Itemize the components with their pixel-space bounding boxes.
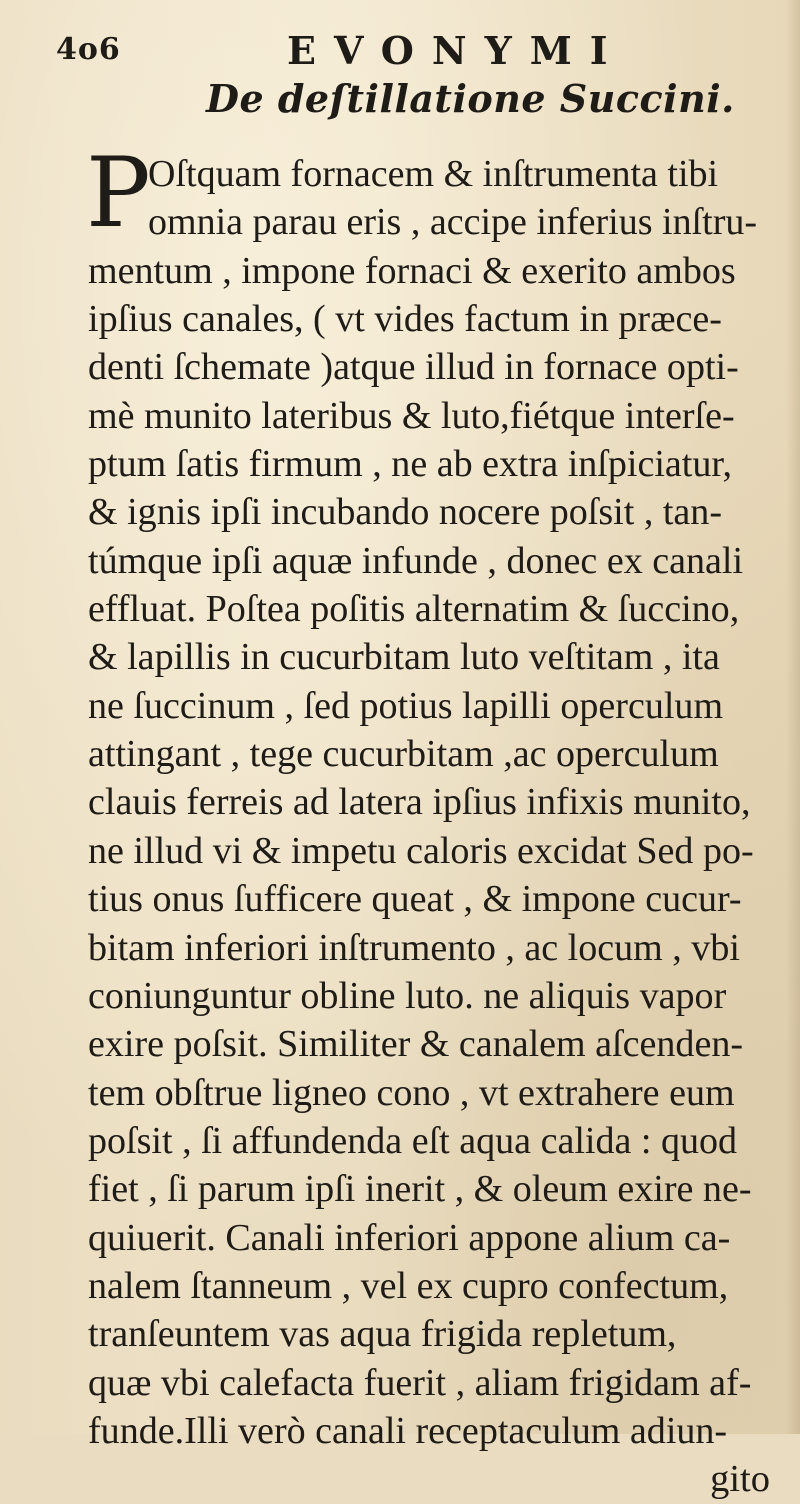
text-line: quiuerit. Canali inferiori appone alium ca- — [88, 1216, 731, 1259]
text-line: mentum , impone fornaci & exerito ambos — [88, 249, 736, 292]
page-edge-shadow — [786, 0, 800, 1434]
text-line: bitam inferiori inſtrumento , ac locum , vbi — [88, 926, 740, 969]
drop-cap: P — [86, 137, 151, 249]
text-line: coniunguntur obline luto. ne aliquis vapor — [88, 974, 727, 1017]
text-line: Oſtquam fornacem & inſtrumenta tibi — [148, 153, 719, 195]
text-line: exire poſsit. Similiter & canalem aſcenden- — [88, 1023, 744, 1066]
text-line: túmque ipſi aquæ infunde , donec ex canali — [88, 539, 744, 582]
text-line: omnia parau eris , accipe inferius inſtru- — [148, 201, 758, 244]
text-line: quæ vbi calefacta fuerit , aliam frigidam af- — [88, 1361, 752, 1404]
text-line: tem obſtrue ligneo cono , vt extrahere eum — [88, 1071, 735, 1114]
page-number: 4o6 — [56, 32, 121, 67]
text-line: ne illud vi & impetu caloris excidat Sed po- — [88, 829, 754, 872]
text-line: ne ſuccinum , ſed potius lapilli operculum — [88, 684, 724, 727]
text-line: clauis ferreis ad latera ipſius infixis munito, — [88, 781, 751, 824]
text-line: effluat. Poſtea poſitis alternatim & ſuccino, — [88, 588, 740, 631]
body-text — [88, 150, 788, 1504]
text-line: funde.Illi verò canali receptaculum adiun- — [88, 1409, 728, 1452]
text-line: tranſeuntem vas aqua frigida repletum, — [88, 1313, 677, 1356]
text-line: ipſius canales, ( vt vides factum in præce- — [88, 298, 722, 341]
text-line: fiet , ſi parum ipſi inerit , & oleum exire ne- — [88, 1168, 752, 1211]
text-line: & lapillis in cucurbitam luto veſtitam , ita — [88, 636, 720, 679]
text-line: gito — [710, 1458, 770, 1501]
text-line: mè munito lateribus & luto,fiétque interſe- — [88, 394, 735, 437]
text-line: & ignis ipſi incubando nocere poſsit , tan- — [88, 491, 722, 534]
text-line: tius onus ſufficere queat , & impone cucur- — [88, 878, 742, 921]
text-line: poſsit , ſi affundenda eſt aqua calida : quod — [88, 1119, 738, 1162]
page-header — [52, 26, 772, 78]
text-line: denti ſchemate )atque illud in fornace opti- — [88, 346, 739, 389]
running-head: EVONYMI — [287, 28, 626, 73]
text-line: attingant , tege cucurbitam ,ac operculum — [88, 733, 719, 776]
text-line: nalem ſtanneum , vel ex cupro confectum, — [88, 1264, 729, 1307]
section-title: De deſtillatione Succini. — [206, 76, 735, 121]
text-line: ptum ſatis firmum , ne ab extra inſpiciatur, — [88, 443, 733, 486]
